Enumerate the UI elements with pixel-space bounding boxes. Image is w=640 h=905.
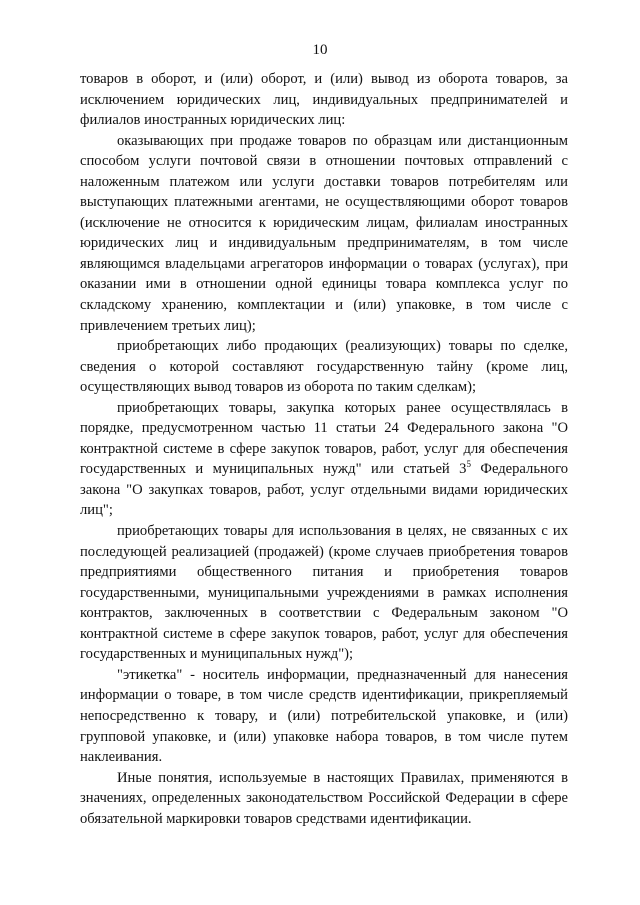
- paragraph-own-use: приобретающих товары для использования в целях, не связанных с их последующей реализацией (продажей) (кроме случаев приобретения товаров предприятиями общественного питания и приобретения товаров государственными, муниципальными учреждениями в рамках исполнения контрактов, заключенных в соответствии с Федеральным законом "О контрактной системе в сфере закупок товаров, работ, услуг для обеспечения государственных и муниципальных нужд");: [80, 523, 568, 663]
- paragraph-procurement-text-end: Федерального закона "О закупках товаров, работ, услуг отдельными видами юридических лиц";: [80, 461, 569, 519]
- article-superscript: 5: [466, 459, 471, 470]
- paragraph-postal-services: оказывающих при продаже товаров по образцам или дистанционным способом услуги почтовой связи в отношении почтовых отправлений с наложенным платежом или услуги доставки товаров потребителям или выступающих платежными агентами, не осуществляющими оборот товаров (исключение не относится к юридическим лицам, филиалам иностранных юридических лиц и индивидуальным предпринимателям, в том числе являющимся владельцами агрегаторов информации о товарах (услугах), при оказании ими в отношении одной единицы товара комплекса услуг по складскому хранению, комплектации и (или) упаковке, в том числе с привлечением третьих лиц);: [80, 132, 568, 334]
- paragraph-intro: товаров в оборот, и (или) оборот, и (или) вывод из оборота товаров, за исключением юридических лиц, индивидуальных предпринимателей и филиалов иностранных юридических лиц:: [80, 71, 568, 129]
- paragraph-procurement-text: приобретающих товары, закупка которых ранее осуществлялась в порядке, предусмотренном частью 11 статьи 24 Федерального закона "О контрактной системе в сфере закупок товаров, работ, услуг для обеспечения государственных и муниципальных нужд" или статьей 3: [80, 399, 568, 478]
- paragraph-label-definition: "этикетка" - носитель информации, предназначенный для нанесения информации о товаре, в том числе средств идентификации, прикрепляемый непосредственно к товару, и (или) потребительской упаковке, и (или) групповой упаковке, и (или) упаковке набора товаров, в том числе путем наклеивания.: [80, 666, 568, 766]
- page-number: 10: [312, 42, 328, 58]
- paragraph-procurement: [80, 398, 568, 521]
- paragraph-state-secret: приобретающих либо продающих (реализующих) товары по сделке, сведения о которой составляют государственную тайну (кроме лиц, осуществляющих вывод товаров из оборота по таким сделкам);: [80, 338, 568, 396]
- document-body: [80, 69, 568, 829]
- paragraph-other-terms: Иные понятия, используемые в настоящих Правилах, применяются в значениях, определенных законодательством Российской Федерации в сфере обязательной маркировки товаров средствами идентификации.: [80, 769, 568, 827]
